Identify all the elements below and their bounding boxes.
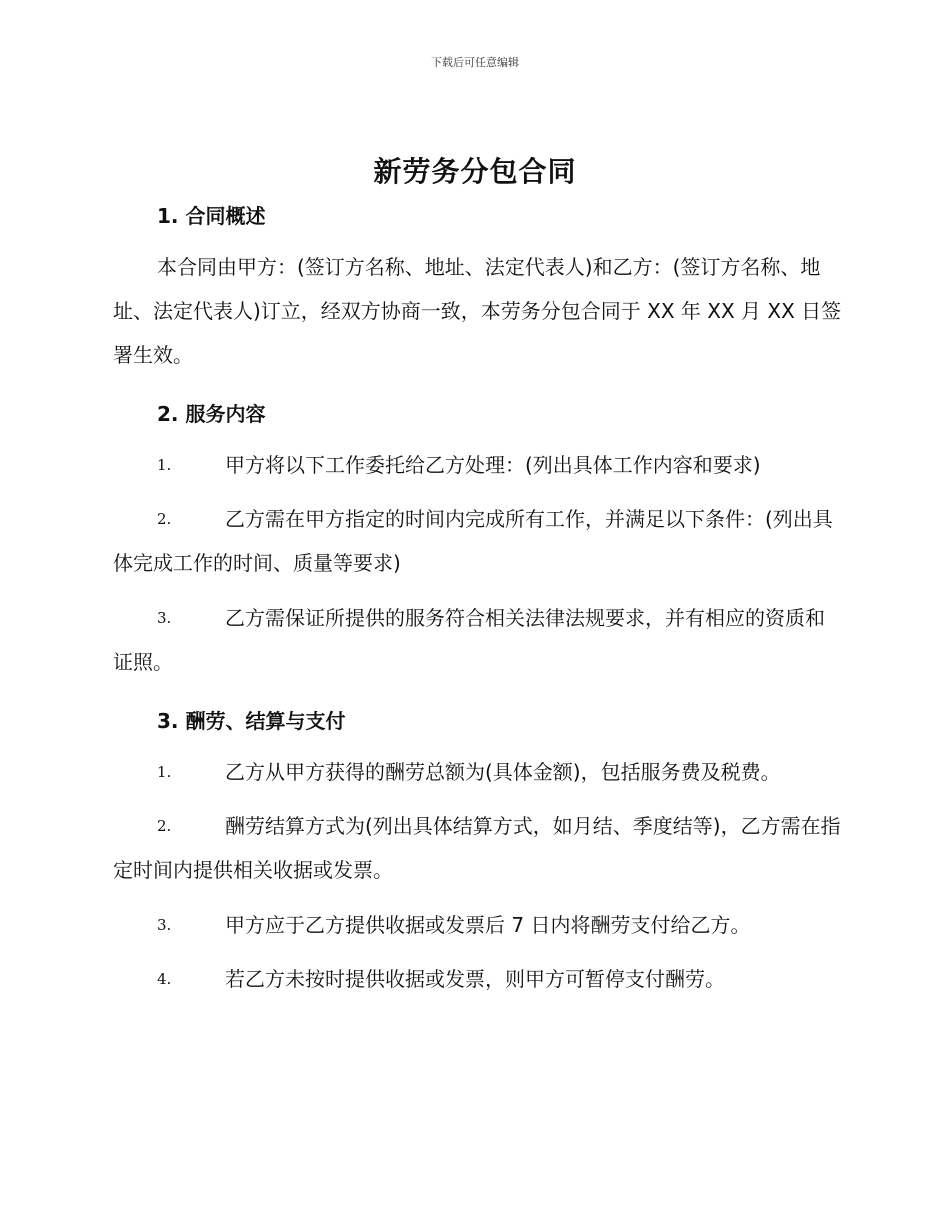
list-number: 1. (157, 763, 172, 781)
payment-item-2 (113, 804, 843, 892)
list-number: 1. (157, 456, 172, 474)
list-text: 酬劳结算方式为(列出具体结算方式，如月结、季度结等)，乙方需在指定时间内提供相关收据或发票。 (113, 814, 841, 882)
payment-item-3 (113, 903, 843, 947)
section-heading-service: 2. 服务内容 (157, 402, 266, 426)
document-title: 新劳务分包合同 (373, 155, 577, 188)
list-text: 若乙方未按时提供收据或发票，则甲方可暂停支付酬劳。 (225, 967, 725, 991)
list-text: 乙方需在甲方指定的时间内完成所有工作，并满足以下条件：(列出具体完成工作的时间、质量等要求) (113, 507, 833, 575)
service-item-1 (113, 443, 843, 487)
payment-item-4 (113, 957, 843, 1001)
service-item-3 (113, 596, 843, 684)
section-heading-overview: 1. 合同概述 (157, 204, 266, 228)
list-number: 3. (157, 609, 172, 627)
section-heading-payment: 3. 酬劳、结算与支付 (157, 709, 346, 733)
overview-paragraph: 本合同由甲方：(签订方名称、地址、法定代表人)和乙方：(签订方名称、地址、法定代表人)订立，经双方协商一致，本劳务分包合同于 XX 年 XX 月 XX 日签署生效。 (113, 255, 842, 367)
payment-item-1 (113, 750, 843, 794)
list-text: 乙方从甲方获得的酬劳总额为(具体金额)，包括服务费及税费。 (225, 760, 781, 784)
list-number: 2. (157, 817, 172, 835)
list-number: 3. (157, 916, 172, 934)
list-text: 乙方需保证所提供的服务符合相关法律法规要求，并有相应的资质和证照。 (113, 606, 825, 674)
list-number: 4. (157, 970, 172, 988)
list-text: 甲方将以下工作委托给乙方处理：(列出具体工作内容和要求) (225, 453, 761, 477)
list-number: 2. (157, 510, 172, 528)
page-header-note: 下载后可任意编辑 (431, 56, 519, 69)
list-text: 甲方应于乙方提供收据或发票后 7 日内将酬劳支付给乙方。 (225, 913, 751, 937)
service-item-2 (113, 497, 843, 585)
